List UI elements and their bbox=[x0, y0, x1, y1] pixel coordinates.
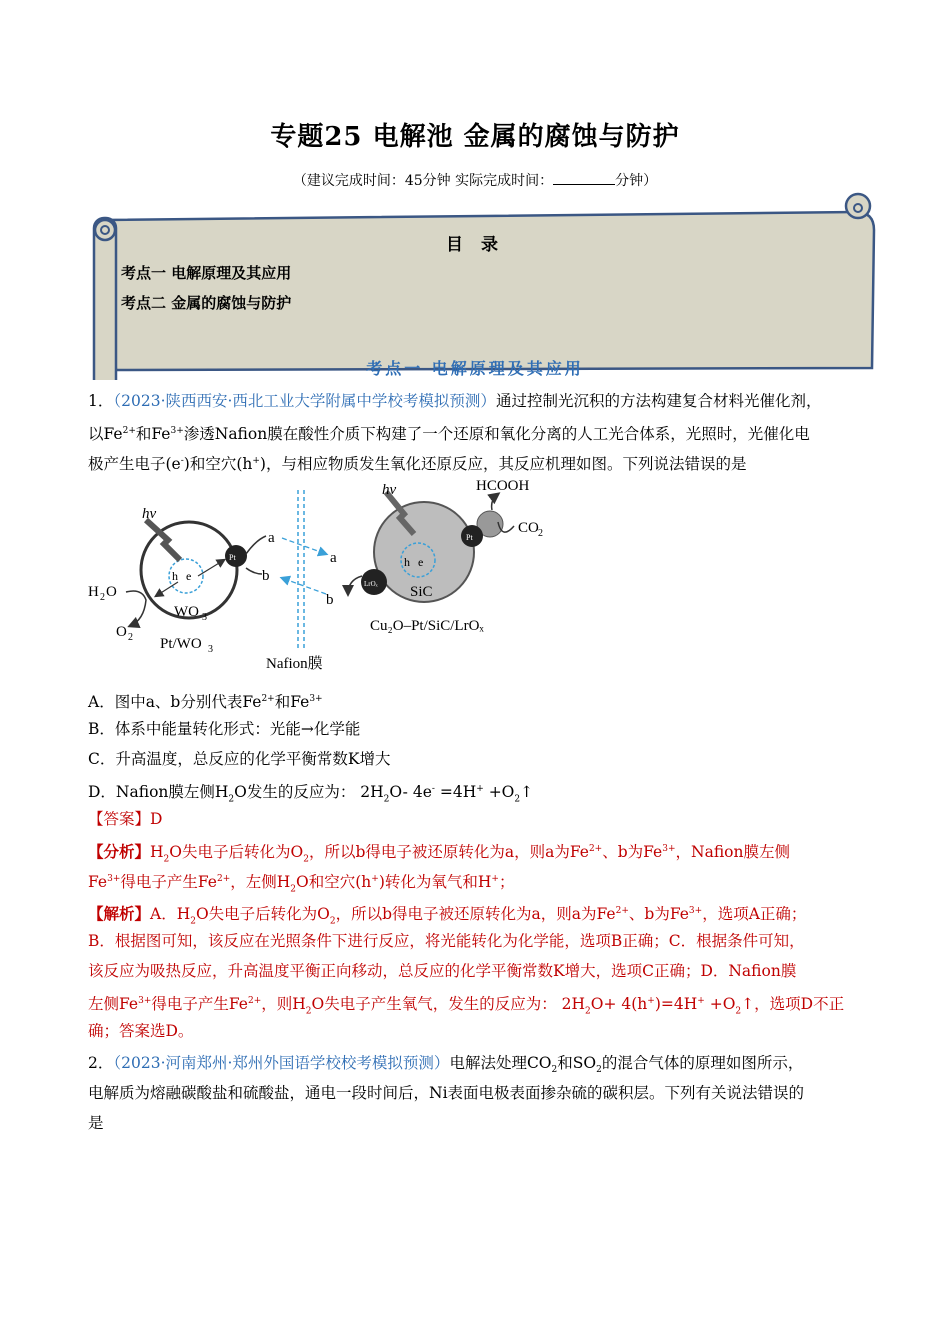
toc-scroll bbox=[86, 190, 878, 380]
time-blank[interactable] bbox=[553, 172, 615, 185]
toc-item-1[interactable]: 考点一 电解原理及其应用 bbox=[121, 264, 292, 282]
svg-text:b: b bbox=[326, 592, 334, 608]
section-heading: 考点一 电解原理及其应用 bbox=[366, 359, 584, 378]
q1-explanation-line-5: 确；答案选D。 bbox=[88, 1022, 194, 1040]
q1-source: （2023·陕西西安·西北工业大学附属中学校考模拟预测） bbox=[113, 392, 496, 410]
svg-text:2: 2 bbox=[128, 632, 133, 643]
q2-stem-line-2: 电解质为熔融碳酸盐和硫酸盐，通电一段时间后，Ni表面电极表面掺杂硫的碳积层。下列有关说法错误的 bbox=[88, 1084, 805, 1102]
scroll-frame-icon bbox=[86, 190, 878, 380]
svg-text:3: 3 bbox=[208, 644, 213, 655]
svg-text:2: 2 bbox=[538, 528, 543, 539]
svg-text:O: O bbox=[116, 624, 127, 640]
svg-text:H: H bbox=[88, 584, 99, 600]
svg-text:b: b bbox=[262, 568, 270, 584]
q1-stem-line-1: 1．（2023·陕西西安·西北工业大学附属中学校考模拟预测）通过控制光沉积的方法构建复合材料光催化剂， bbox=[88, 392, 822, 410]
nafion-label: Nafion膜 bbox=[266, 656, 323, 672]
svg-text:CO: CO bbox=[518, 520, 539, 536]
time-suggestion: （建议完成时间：45分钟 实际完成时间： 分钟） bbox=[292, 173, 658, 189]
svg-text:a: a bbox=[330, 550, 337, 566]
q2-stem-line-3: 是 bbox=[88, 1114, 104, 1132]
q1-analysis-line-1: 【分析】$H_2O$失电子后转化为$O_2$，所以b得电子被还原转化为a，则a为$Fe^{2+}$、b为$Fe^{3+}$，Nafion膜左侧 bbox=[88, 842, 790, 865]
toc-item-2[interactable]: 考点二 金属的腐蚀与防护 bbox=[121, 294, 292, 312]
q1-explanation-line-1: 【解析】A．$H_2O$失电子后转化为$O_2$，所以b得电子被还原转化为a，则a为$Fe^{2+}$、b为$Fe^{3+}$，选项A正确； bbox=[88, 904, 807, 927]
svg-text:hv: hv bbox=[382, 482, 397, 498]
svg-text:h: h bbox=[404, 555, 410, 569]
svg-text:e: e bbox=[186, 569, 192, 583]
q1-option-a[interactable]: A．图中a、b分别代表$Fe^{2+}$和$Fe^{3+}$ bbox=[88, 693, 323, 712]
svg-text:hv: hv bbox=[142, 506, 157, 522]
svg-text:Pt: Pt bbox=[229, 553, 236, 562]
q1-explanation-line-2: B．根据图可知，该反应在光照条件下进行反应，将光能转化为化学能，选项B正确；C．根据条件可知， bbox=[88, 932, 805, 950]
q1-analysis-line-2: $Fe^{3+}$得电子产生$Fe^{2+}$，左侧$H_2O$和空穴(h+)转化为氧气和H+； bbox=[88, 873, 515, 895]
svg-text:Pt: Pt bbox=[466, 533, 473, 542]
q1-option-b[interactable]: B．体系中能量转化形式：光能→化学能 bbox=[88, 720, 361, 738]
q2-stem-line-1: 2．（2023·河南郑州·郑州外国语学校校考模拟预测）电解法处理$CO_2$和$SO_2$的混合气体的原理如图所示， bbox=[88, 1054, 804, 1076]
svg-text:WO: WO bbox=[174, 604, 199, 620]
svg-text:a: a bbox=[268, 530, 275, 546]
page-title: 专题25 电解池 金属的腐蚀与防护 bbox=[270, 122, 680, 152]
svg-text:HCOOH: HCOOH bbox=[476, 478, 530, 494]
q2-number: 2． bbox=[88, 1054, 114, 1072]
svg-text:e: e bbox=[418, 555, 424, 569]
q1-explanation-line-4: 左侧$Fe^{3+}$得电子产生$Fe^{2+}$，则$H_2O$失电子产生氧气，发生的反应为： $2H_2O+ 4(h^+)=4H^+$ $+O_2↑$，选项D不正 bbox=[88, 995, 845, 1017]
q1-explanation-line-3: 该反应为吸热反应，升高温度平衡正向移动，总反应的化学平衡常数K增大，选项C正确；D．Nafion膜 bbox=[88, 962, 797, 980]
svg-text:LrOₓ: LrOₓ bbox=[364, 580, 378, 588]
q1-option-c[interactable]: C．升高温度，总反应的化学平衡常数K增大 bbox=[88, 750, 391, 768]
q1-stem-line-3: 极产生电子(e-)和空穴(h+)，与相应物质发生氧化还原反应，其反应机理如图。下列说法错误的是 bbox=[88, 455, 747, 474]
svg-text:2: 2 bbox=[100, 592, 105, 603]
q1-stem-line-2: 以$Fe^{2+}$和$Fe^{3+}$渗透Nafion膜在酸性介质下构建了一个还原和氧化分离的人工光合体系，光照时，光催化电 bbox=[88, 425, 810, 444]
svg-text:3: 3 bbox=[202, 612, 207, 623]
q1-number: 1． bbox=[88, 392, 114, 410]
q1-option-d[interactable]: D．Nafion膜左侧$H_2O$发生的反应为： $2H_2O-$ $4e^- =4H^+ +O_2↑$ bbox=[88, 783, 534, 805]
reaction-mechanism-diagram bbox=[86, 470, 556, 678]
svg-text:Pt/WO: Pt/WO bbox=[160, 636, 202, 652]
svg-text:SiC: SiC bbox=[410, 584, 433, 600]
svg-text:O: O bbox=[106, 584, 117, 600]
toc-title: 目 录 bbox=[446, 235, 504, 255]
q1-answer: 【答案】D bbox=[88, 810, 163, 828]
svg-text:Cu₂O–Pt/SiC/LrOₓ: Cu₂O–Pt/SiC/LrOₓ bbox=[370, 618, 484, 634]
q2-source: （2023·河南郑州·郑州外国语学校校考模拟预测） bbox=[113, 1054, 450, 1072]
svg-text:h: h bbox=[172, 569, 178, 583]
